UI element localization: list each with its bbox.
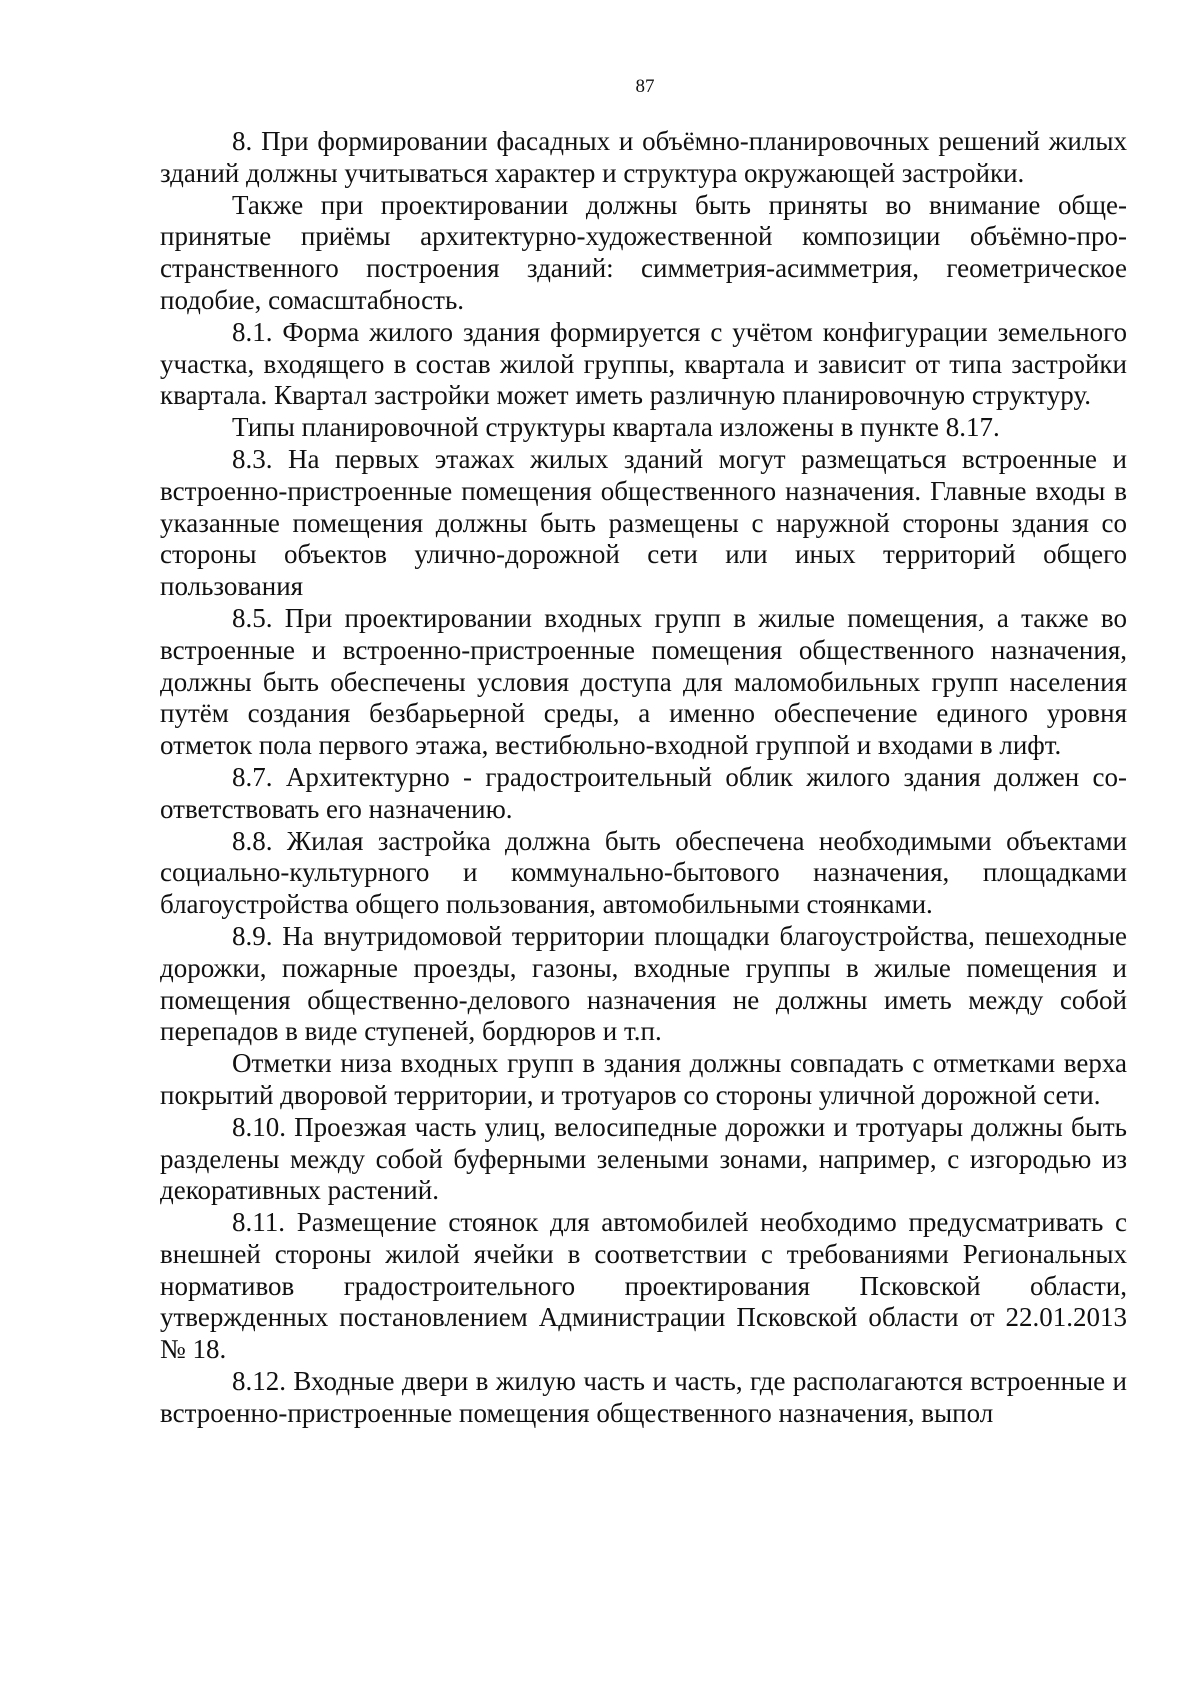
paragraph-8-7: 8.7. Архитектурно - градостроительный облик жилого здания должен соответствовать его назначению. [160, 761, 1127, 824]
paragraph-8-8: 8.8. Жилая застройка должна быть обеспечена необходимыми объектами социально-культурного и коммунально-бытового назначения, площадками благоустройства общего пользования, автомобильными стоянками. [160, 825, 1127, 920]
paragraph-8-3: 8.3. На первых этажах жилых зданий могут размещаться встроенные и встроенно-пристроенные помещения общественного назначения. Главные входы в указанные помещения должны быть размещены с наружной стороны здания со стороны объектов улично-дорожной сети или иных территорий общего пользования [160, 443, 1127, 602]
paragraph-8-10: 8.10. Проезжая часть улиц, велосипедные дорожки и тротуары должны быть разделены между собой буферными зелеными зонами, например, с изгородью из декоративных растений. [160, 1111, 1127, 1206]
paragraph-8-1: 8.1. Форма жилого здания формируется с учётом конфигурации земельного участка, входящего в состав жилой группы, квартала и зависит от типа застройки квартала. Квартал застройки может иметь различную планировочную структуру. [160, 316, 1127, 411]
paragraph-8-9: 8.9. На внутридомовой территории площадки благоустройства, пешеходные дорожки, пожарные проезды, газоны, входные группы в жилые помещения и помещения общественно-делового назначения не должны иметь между собой перепадов в виде ступеней, бордюров и т.п. [160, 920, 1127, 1047]
text-body [160, 126, 1127, 1430]
paragraph-8-12: 8.12. Входные двери в жилую часть и часть, где располагаются встроенные и встроенно-пристроенные помещения общественного назначения, выпол [160, 1366, 1127, 1428]
paragraph-8-1-continued: Типы планировочной структуры квартала изложены в пункте 8.17. [232, 412, 1000, 443]
paragraph-8: 8. При формировании фасадных и объёмно-планировочных решений жилых зданий должны учитываться характер и структура окружающей застройки. [160, 126, 1127, 188]
page-number: 87 [635, 76, 655, 97]
paragraph-8-5: 8.5. При проектировании входных групп в жилые помещения, а также во встроенные и встроенно-пристроенные помещения общественного назначения, должны быть обеспечены условия доступа для маломобильных групп населения путём создания безбарьерной среды, а именно обеспечение единого уровня отметок пола первого этажа, вестибюльно-входной группой и входами в лифт. [160, 602, 1127, 761]
paragraph-8-9-continued: Отметки низа входных групп в здания должны совпадать с отметками верха покрытий дворовой территории, и тротуаров со стороны уличной дорожной сети. [160, 1048, 1127, 1110]
paragraph-8-continued: Также при проектировании должны быть приняты во внимание общепринятые приёмы архитектурно-художественной композиции объёмно-пространственного построения зданий: симметрия-асимметрия, геометрическое подобие, сомасштабность. [160, 189, 1127, 315]
paragraph-8-11: 8.11. Размещение стоянок для автомобилей необходимо предусматривать с внешней стороны жилой ячейки в соответствии с требованиями Региональных нормативов градостроительного проектирования Псковской области, утвержденных постановлением Администрации Псковской области от 22.01.2013 № 18. [160, 1207, 1127, 1365]
